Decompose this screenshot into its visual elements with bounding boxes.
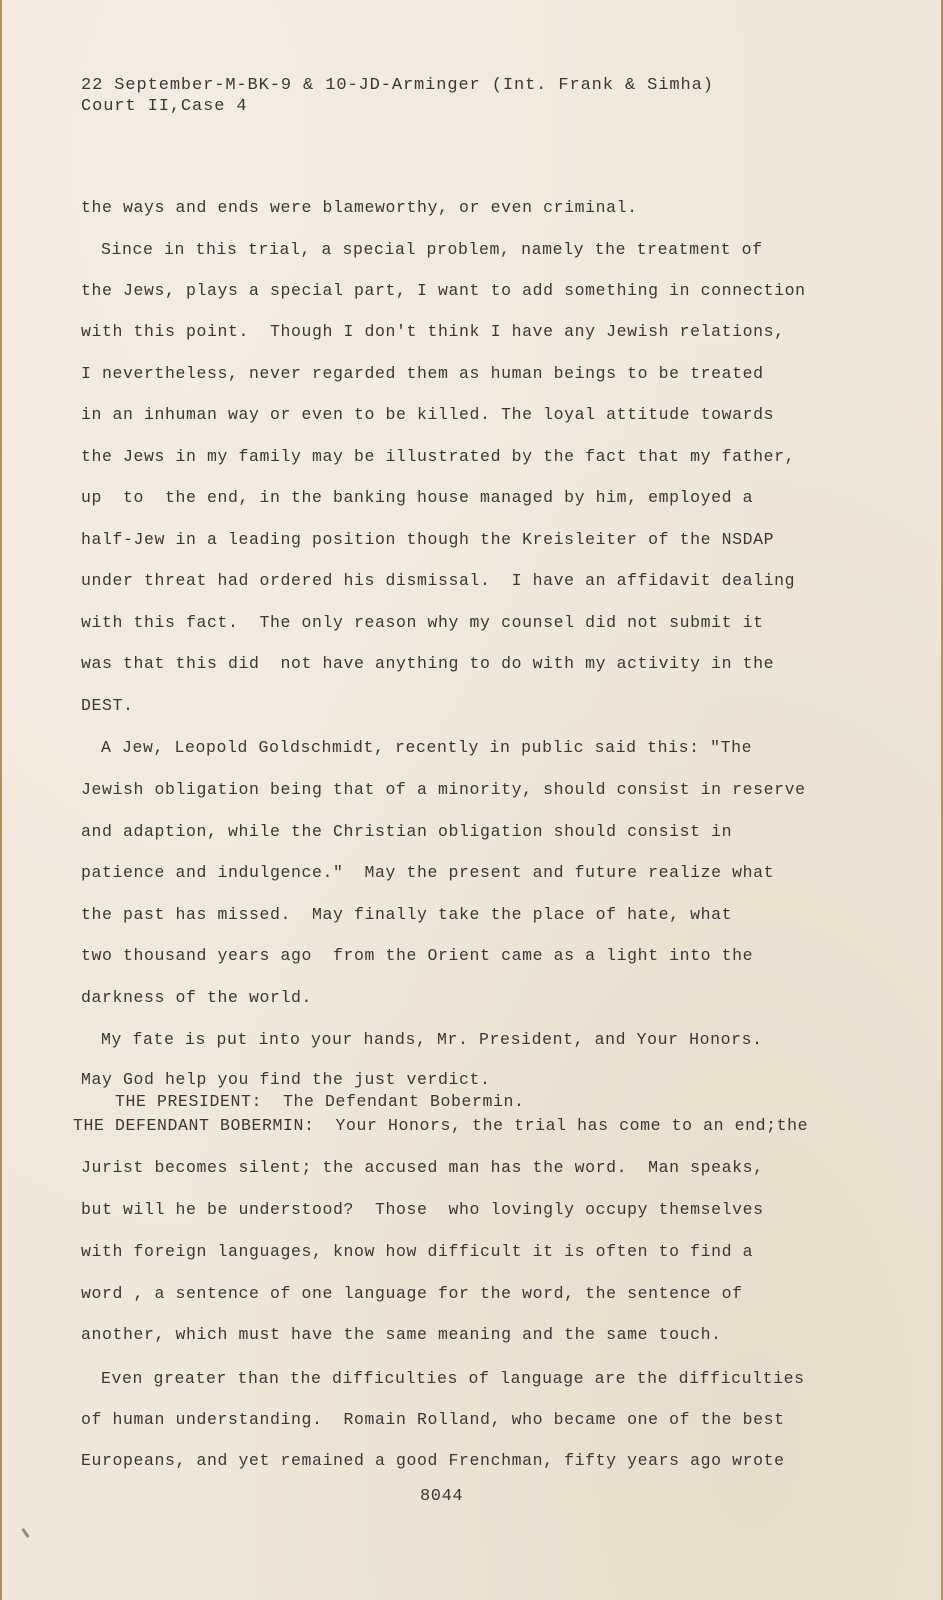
body-line: in an inhuman way or even to be killed. The loyal attitude towards [81, 405, 775, 424]
body-line: May God help you find the just verdict. [81, 1070, 491, 1089]
body-line: darkness of the world. [81, 988, 313, 1007]
body-line: the ways and ends were blameworthy, or even criminal. [81, 198, 638, 217]
body-line: was that this did not have anything to do with my activity in the [81, 654, 775, 673]
body-line: the Jews, plays a special part, I want to add something in connection [81, 281, 806, 300]
speaker-line-defendant: THE DEFENDANT BOBERMIN: Your Honors, the trial has come to an end;the [73, 1116, 809, 1135]
body-line: with this point. Though I don't think I have any Jewish relations, [81, 322, 785, 341]
body-line: and adaption, while the Christian obligation should consist in [81, 822, 733, 841]
body-line: two thousand years ago from the Orient came as a light into the [81, 946, 754, 965]
body-line: Jurist becomes silent; the accused man has the word. Man speaks, [81, 1158, 764, 1177]
body-line: A Jew, Leopold Goldschmidt, recently in public said this: "The [101, 738, 753, 757]
body-line: My fate is put into your hands, Mr. President, and Your Honors. [101, 1030, 763, 1049]
body-line: with foreign languages, know how difficult it is often to find a [81, 1242, 754, 1261]
page-number: 8044 [420, 1487, 464, 1506]
body-line: patience and indulgence." May the present and future realize what [81, 863, 775, 882]
body-line: the Jews in my family may be illustrated by the fact that my father, [81, 447, 796, 466]
body-line: Even greater than the difficulties of language are the difficulties [101, 1369, 805, 1388]
header-line-2: Court II,Case 4 [81, 97, 248, 116]
body-line: with this fact. The only reason why my counsel did not submit it [81, 613, 764, 632]
body-line: Europeans, and yet remained a good Frenchman, fifty years ago wrote [81, 1451, 785, 1470]
ink-speck [21, 1528, 29, 1538]
body-line: I nevertheless, never regarded them as human beings to be treated [81, 364, 764, 383]
body-line: word , a sentence of one language for the word, the sentence of [81, 1284, 743, 1303]
body-line: another, which must have the same meaning and the same touch. [81, 1325, 722, 1344]
body-line: Jewish obligation being that of a minority, should consist in reserve [81, 780, 806, 799]
header-line-1: 22 September-M-BK-9 & 10-JD-Arminger (Int. Frank & Simha) [81, 76, 714, 95]
body-line: of human understanding. Romain Rolland, who became one of the best [81, 1410, 785, 1429]
body-line: the past has missed. May finally take the place of hate, what [81, 905, 733, 924]
body-line: but will he be understood? Those who lovingly occupy themselves [81, 1200, 764, 1219]
body-line: half-Jew in a leading position though the Kreisleiter of the NSDAP [81, 530, 775, 549]
body-line: DEST. [81, 696, 134, 715]
body-line: up to the end, in the banking house managed by him, employed a [81, 488, 754, 507]
body-line: Since in this trial, a special problem, namely the treatment of [101, 240, 763, 259]
speaker-line-president: THE PRESIDENT: The Defendant Bobermin. [115, 1092, 525, 1111]
body-line: under threat had ordered his dismissal. I have an affidavit dealing [81, 571, 796, 590]
